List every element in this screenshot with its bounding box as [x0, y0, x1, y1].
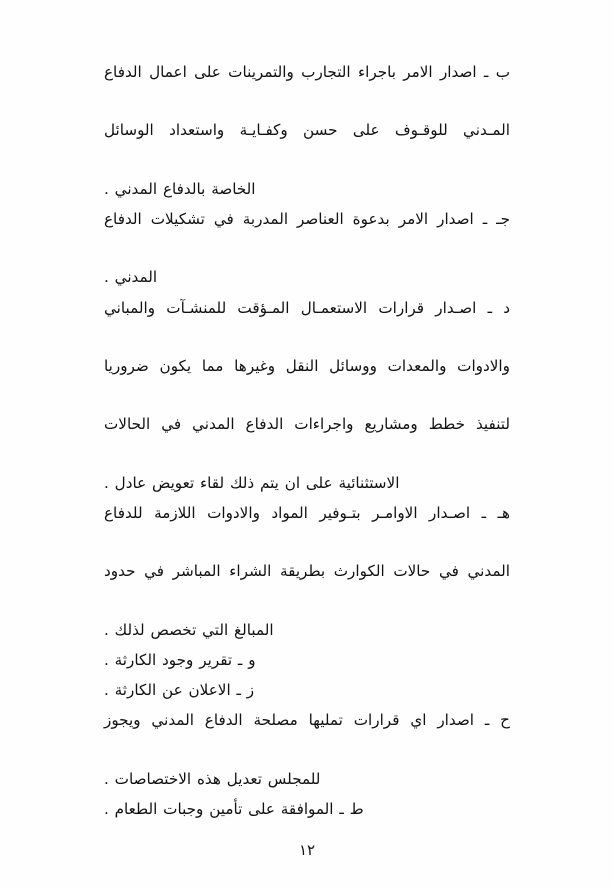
text-line: لتنفيذ خطط ومشاريع واجراءات الدفاع المدني في الحالات [104, 415, 510, 434]
paragraph-item-jeem [104, 205, 510, 293]
text-line: هـ ـ اصـدار الاوامـر بتـوفير المواد والادوات اللازمة للدفاع [104, 503, 510, 522]
paragraph-item-haa2 [104, 706, 510, 794]
text-line: المبالغ التي تخصص لذلك . [104, 620, 274, 639]
paragraph-item-waw [104, 646, 510, 675]
text-line: المـدني للوقـوف على حسن وكفـايـة واستعداد الوسائل [104, 121, 510, 140]
text-line: المدني في حالات الكوارث بطريقة الشراء المباشر في حدود [104, 562, 510, 581]
page-body [104, 58, 510, 825]
text-line: المدني . [104, 268, 158, 287]
text-line: و ـ تقرير وجود الكارثة . [104, 650, 256, 669]
text-line: الخاصة بالدفاع المدني . [104, 179, 256, 198]
paragraph-item-haa [104, 499, 510, 645]
text-line: ح ـ اصدار اي قرارات تمليها مصلحة الدفاع المدني ويجوز [104, 711, 510, 730]
paragraph-item-ba [104, 58, 510, 204]
text-line: للمجلس تعديل هذه الاختصاصات . [104, 769, 321, 788]
paragraph-item-zay [104, 676, 510, 705]
paragraph-item-dal [104, 294, 510, 498]
text-line: الاستثنائية على ان يتم ذلك لقاء تعويض عادل . [104, 473, 400, 492]
page-number: ١٢ [298, 841, 316, 859]
text-line: والادوات والمعدات ووسائل النقل وغيرها مما يكون ضروريا [104, 356, 510, 375]
text-line: جـ ـ اصدار الامر بدعوة العناصر المدربة في تشكيلات الدفاع [104, 209, 510, 228]
text-line: ب ـ اصدار الامر باجراء التجارب والتمرينات على اعمال الدفاع [104, 63, 510, 81]
text-line: د ـ اصـدار قرارات الاستعمـال المـؤقت للمنشـآت والمباني [104, 298, 510, 317]
text-line: ط ـ الموافقة على تأمين وجبات الطعام . [104, 799, 364, 818]
text-line: ز ـ الاعلان عن الكارثة . [104, 680, 255, 699]
paragraph-item-taa [104, 795, 510, 824]
